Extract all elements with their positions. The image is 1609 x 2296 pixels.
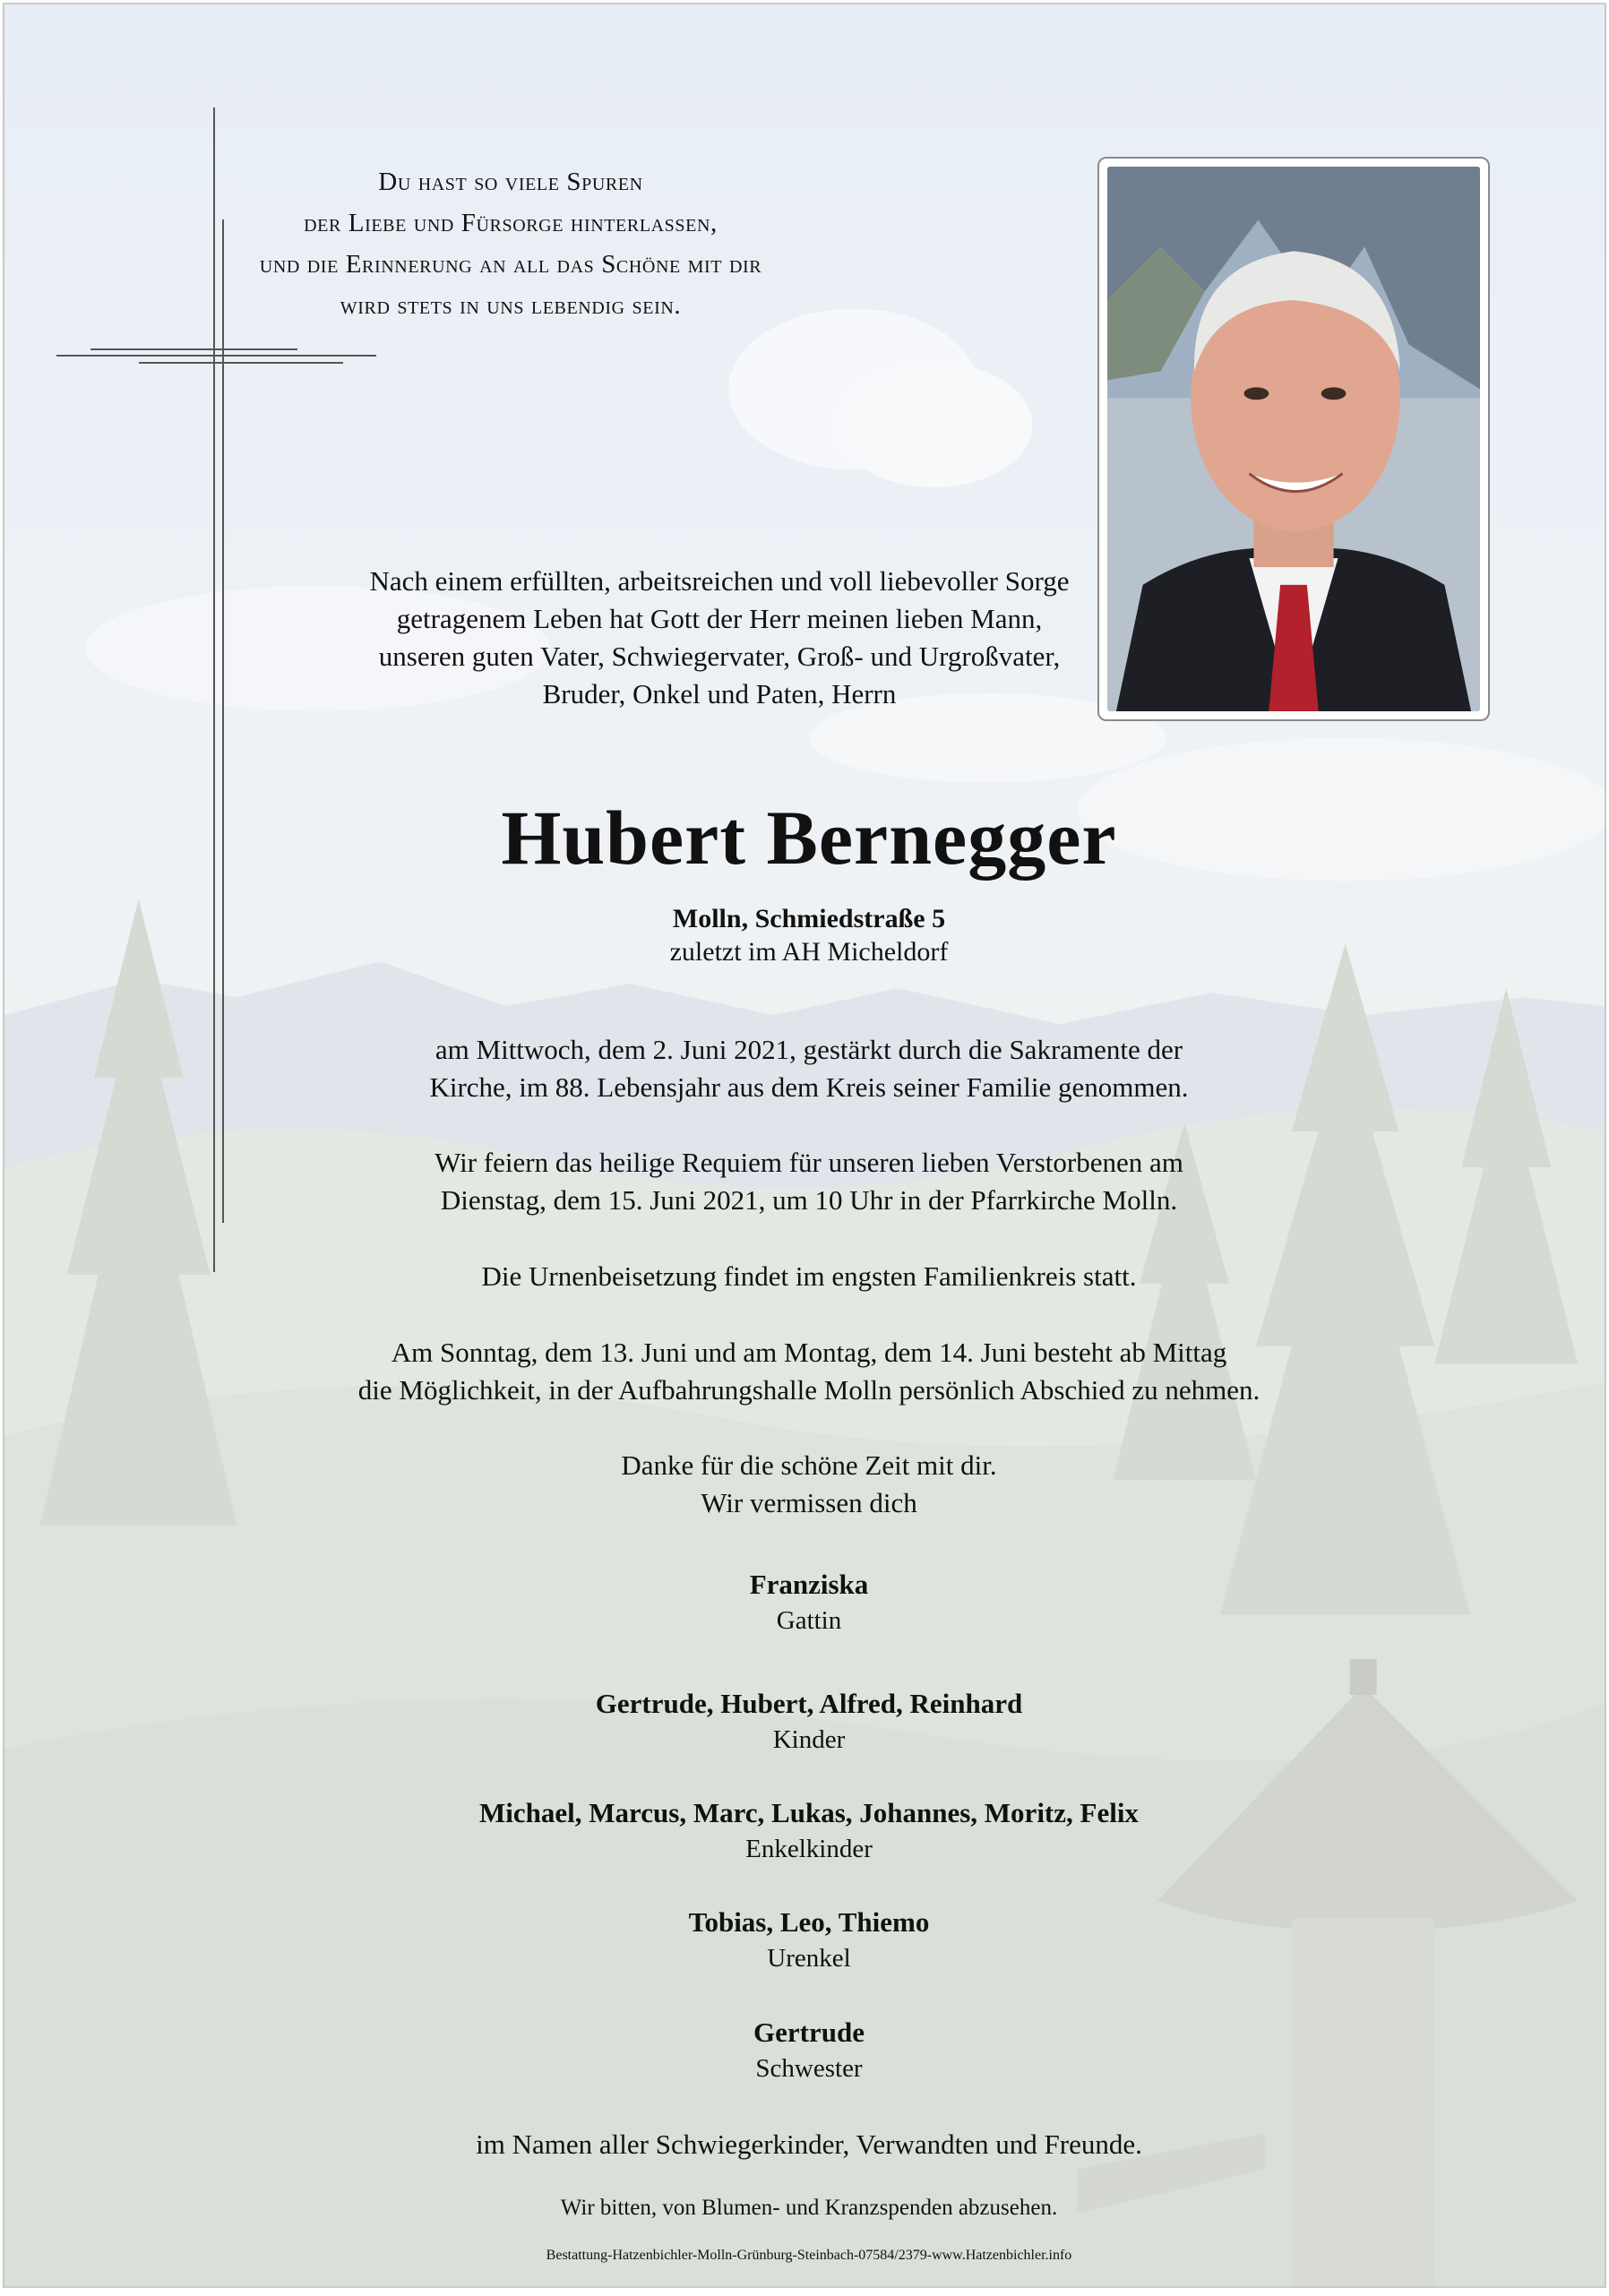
intro-line: Bruder, Onkel und Paten, Herrn [542, 678, 897, 709]
paragraph-line: die Möglichkeit, in der Aufbahrungshalle Molln persönlich Abschied zu nehmen. [357, 1374, 1261, 1406]
paragraph-line: Wir feiern das heilige Requiem für unseren lieben Verstorbenen am [435, 1147, 1183, 1178]
family-group [4, 1795, 1606, 1867]
verse-line: Du hast so viele Spuren [378, 168, 643, 196]
intro-line: unseren guten Vater, Schwiegervater, Groß- und Urgroßvater, [378, 641, 1061, 672]
paragraph-line: Dienstag, dem 15. Juni 2021, um 10 Uhr in der Pfarrkirche Molln. [440, 1184, 1178, 1216]
requiem-paragraph [4, 1144, 1606, 1219]
flower-note: Wir bitten, von Blumen- und Kranzspenden abzusehen. [560, 2196, 1058, 2220]
paragraph-line: am Mittwoch, dem 2. Juni 2021, gestärkt durch die Sakramente der [435, 1034, 1183, 1065]
intro-line: getragenem Leben hat Gott der Herr meinen lieben Mann, [396, 603, 1043, 634]
paragraph-line: Die Urnenbeisetzung findet im engsten Familienkreis statt. [481, 1260, 1137, 1292]
family-relation: Urenkel [767, 1944, 851, 1973]
closing-line: im Namen aller Schwiegerkinder, Verwandten und Freunde. [476, 2128, 1142, 2160]
burial-paragraph [4, 1258, 1606, 1295]
paragraph-line: Danke für die schöne Zeit mit dir. [621, 1449, 997, 1481]
deceased-address: Molln, Schmiedstraße 5 [672, 904, 946, 933]
last-residence: zuletzt im AH Micheldorf [669, 937, 949, 967]
family-relation: Enkelkinder [745, 1835, 873, 1863]
death-notice-paragraph [4, 1031, 1606, 1106]
deceased-name: Hubert Bernegger [501, 795, 1117, 881]
family-relation: Gattin [776, 1606, 842, 1635]
family-names: Tobias, Leo, Thiemo [688, 1906, 930, 1938]
paragraph-line: Kirche, im 88. Lebensjahr aus dem Kreis seiner Familie genommen. [429, 1071, 1189, 1103]
thanks-paragraph [4, 1447, 1606, 1522]
family-names: Michael, Marcus, Marc, Lukas, Johannes, Moritz, Felix [479, 1797, 1139, 1828]
family-names: Franziska [749, 1569, 869, 1600]
family-relation: Kinder [772, 1725, 846, 1754]
paragraph-line: Wir vermissen dich [701, 1487, 917, 1518]
family-names: Gertrude, Hubert, Alfred, Reinhard [595, 1688, 1023, 1719]
intro-text [3, 563, 1524, 713]
intro-line: Nach einem erfüllten, arbeitsreichen und voll liebevoller Sorge [369, 565, 1070, 597]
family-group [4, 1567, 1606, 1638]
family-relation: Schwester [755, 2054, 863, 2083]
family-names: Gertrude [753, 2017, 865, 2048]
funeral-home-footer: Bestattung-Hatzenbichler-Molln-Grünburg-Steinbach-07584/2379-www.Hatzenbichler.info [546, 2248, 1072, 2263]
family-group [4, 1905, 1606, 1976]
obituary-page [3, 3, 1606, 2288]
viewing-paragraph [4, 1334, 1606, 1409]
paragraph-line: Am Sonntag, dem 13. Juni und am Montag, dem 14. Juni besteht ab Mittag [391, 1337, 1227, 1368]
family-group [4, 1686, 1606, 1758]
family-group [4, 2015, 1606, 2086]
verse-line: wird stets in uns lebendig sein. [340, 291, 682, 320]
verse-line: und die Erinnerung an all das Schöne mit dir [259, 250, 762, 279]
memorial-verse [219, 161, 802, 326]
verse-line: der Liebe und Fürsorge hinterlassen, [304, 209, 718, 237]
